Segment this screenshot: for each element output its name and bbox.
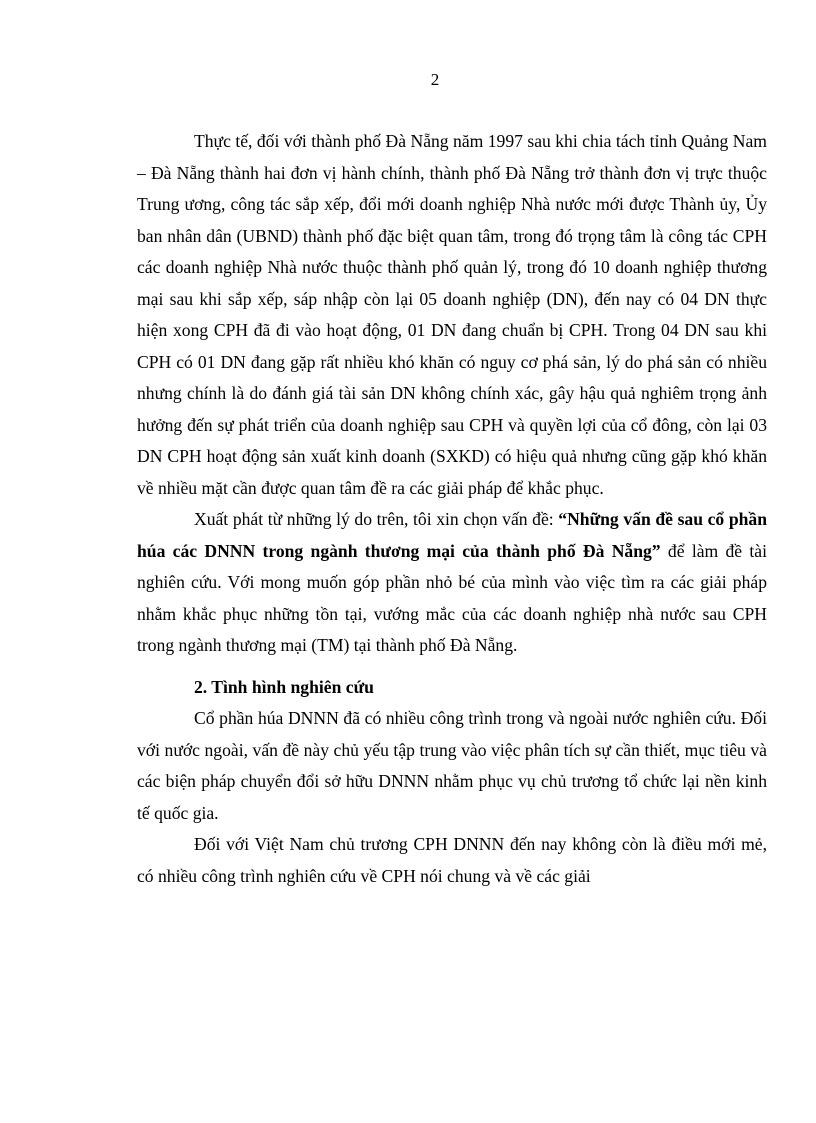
paragraph-context-da-nang: Thực tế, đối với thành phố Đà Nẵng năm 1997 sau khi chia tách tỉnh Quảng Nam – Đà Nẵng thành hai đơn vị hành chính, thành phố Đà Nẵng trở thành đơn vị trực thuộc Trung ương, công tác sắp xếp, đổi mới doanh nghiệp Nhà nước mới được Thành ủy, Ủy ban nhân dân (UBND) thành phố đặc biệt quan tâm, trong đó trọng tâm là công tác CPH các doanh nghiệp Nhà nước thuộc thành phố quản lý, trong đó 10 doanh nghiệp thương mại sau khi sắp xếp, sáp nhập còn lại 05 doanh nghiệp (DN), đến nay có 04 DN thực hiện xong CPH đã đi vào hoạt động, 01 DN đang chuẩn bị CPH. Trong 04 DN sau khi CPH có 01 DN đang gặp rất nhiều khó khăn có nguy cơ phá sản, lý do phá sản có nhiều nhưng chính là do đánh giá tài sản DN không chính xác, gây hậu quả nghiêm trọng ảnh hưởng đến sự phát triển của doanh nghiệp sau CPH và quyền lợi của cổ đông, còn lại 03 DN CPH hoạt động sản xuất kinh doanh (SXKD) có hiệu quả nhưng cũng gặp khó khăn về nhiều mặt cần được quan tâm đề ra các giải pháp để khắc phục. xyxy=(137,131,767,498)
page-number: 2 xyxy=(430,70,440,89)
topic-intro-text: Xuất phát từ những lý do trên, tôi xin chọn vấn đề: xyxy=(194,509,559,529)
paragraph-research-foreign: Cổ phần húa DNNN đã có nhiều công trình trong và ngoài nước nghiên cứu. Đối với nước ngoài, vấn đề này chủ yếu tập trung vào việc phân tích sự cần thiết, mục tiêu và các biện pháp chuyển đổi sở hữu DNNN nhằm phục vụ chủ trương tổ chức lại nền kinh tế quốc gia. xyxy=(137,708,767,823)
topic-title: “Những vấn đề sau cổ phần húa các DNNN trong ngành thương mại của thành phố Đà Nẵng” xyxy=(137,509,767,561)
section-heading-research-status: 2. Tình hình nghiên cứu xyxy=(194,676,374,697)
paragraph-topic-choice xyxy=(137,504,767,662)
document-body xyxy=(137,126,767,892)
paragraph-research-vietnam: Đối với Việt Nam chủ trương CPH DNNN đến nay không còn là điều mới mẻ, có nhiều công trình nghiên cứu về CPH nói chung và về các giải xyxy=(137,834,767,886)
topic-purpose-text: để làm đề tài nghiên cứu. Với mong muốn góp phần nhỏ bé của mình vào việc tìm ra các giải pháp nhằm khắc phục những tồn tại, vướng mắc của các doanh nghiệp nhà nước sau CPH trong ngành thương mại (TM) tại thành phố Đà Nẵng. xyxy=(137,540,767,655)
